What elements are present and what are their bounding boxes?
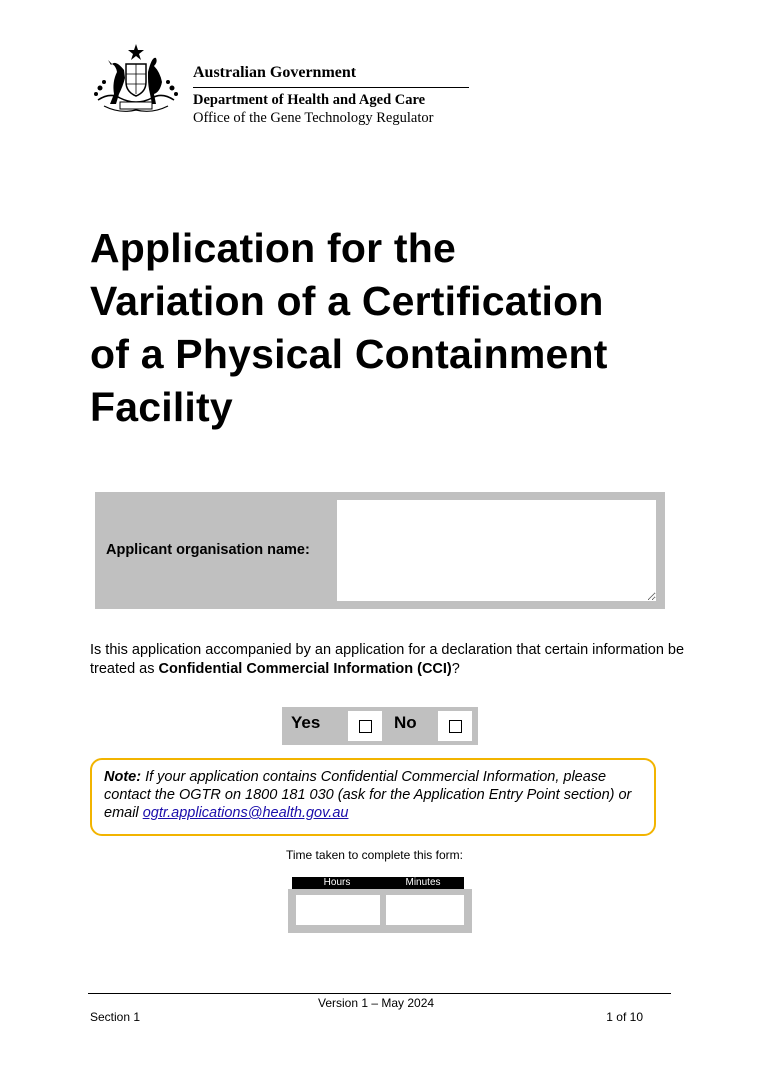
time-taken-label: Time taken to complete this form:: [286, 848, 463, 862]
time-entry-row: [288, 889, 472, 933]
applicant-organisation-panel: [95, 492, 665, 609]
email-link[interactable]: ogtr.applications@health.gov.au: [142, 805, 349, 821]
note-text: If your application contains Confidential Commercial Information, please contact the OGTR on 1800 181 030 (ask for the Application Entry Point section) or email: [104, 769, 632, 821]
note-label: Note:: [104, 769, 142, 785]
time-taken-table: [288, 877, 472, 933]
checkbox-square-icon: [359, 720, 372, 733]
cci-question-text: Is this application accompanied by an application for a declaration that certain information be treated as: [90, 642, 685, 677]
cci-question: [90, 641, 690, 679]
title-line-3: of a Physical Containment: [90, 331, 608, 377]
department-name: Department of Health and Aged Care: [193, 92, 426, 108]
minutes-header: Minutes: [382, 877, 464, 889]
page-title: [90, 222, 710, 434]
checkbox-square-icon: [449, 720, 462, 733]
cci-question-end: ?: [451, 661, 460, 677]
title-line-1: Application for the: [90, 225, 456, 271]
no-checkbox[interactable]: [438, 711, 472, 741]
government-name: Australian Government: [193, 64, 469, 88]
cci-question-bold: Confidential Commercial Information (CCI): [158, 661, 452, 677]
footer-section: Section 1: [90, 1010, 141, 1024]
yes-checkbox[interactable]: [348, 711, 382, 741]
footer-divider: [88, 993, 671, 994]
footer-version: Version 1 – May 2024: [318, 996, 435, 1010]
title-line-4: Facility: [90, 384, 233, 430]
hours-header: Hours: [292, 877, 382, 889]
applicant-organisation-field[interactable]: [337, 500, 656, 601]
hours-input[interactable]: [296, 895, 380, 925]
footer-page-number: 1 of 10: [606, 1010, 643, 1024]
no-label: No: [394, 713, 417, 732]
cci-note-box: [90, 758, 656, 836]
minutes-input[interactable]: [386, 895, 464, 925]
cci-yes-no-panel: [282, 707, 478, 745]
yes-label: Yes: [291, 713, 321, 732]
applicant-organisation-label: Applicant organisation name:: [106, 542, 310, 558]
government-text: [193, 64, 469, 127]
coat-of-arms-icon: [90, 42, 182, 117]
office-name: Office of the Gene Technology Regulator: [193, 110, 434, 126]
letterhead: [90, 42, 470, 137]
title-line-2: Variation of a Certification: [90, 278, 604, 324]
